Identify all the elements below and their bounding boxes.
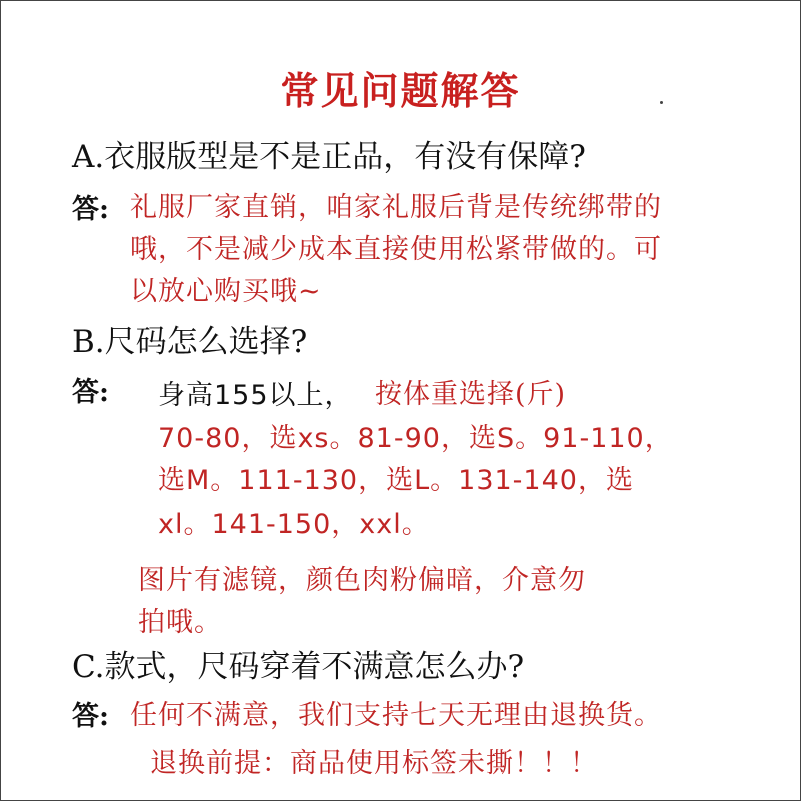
answer-a-line-3: 以放心购买哦~ [130,276,322,307]
question-b: B.尺码怎么选择? [72,324,308,360]
answer-label-c: 答: [72,701,109,732]
answer-a-line-1: 礼服厂家直销，咱家礼服后背是传统绑带的 [130,192,662,223]
question-c: C.款式，尺码穿着不满意怎么办? [72,649,525,685]
question-a: A.衣服版型是不是正品，有没有保障? [72,139,586,175]
size-line-3: xl。141-150，xxl。 [158,509,430,540]
size-intro: 按体重选择(斤) [375,379,567,410]
page-title: 常见问题解答 [280,68,521,113]
filter-note-line-1: 图片有滤镜，颜色肉粉偏暗，介意勿 [138,565,586,596]
height-requirement: 身高155以上， [158,380,353,411]
return-condition: 退换前提：商品使用标签未撕！！！ [150,748,598,779]
answer-label-a: 答: [72,194,109,225]
answer-a-line-2: 哦，不是减少成本直接使用松紧带做的。可 [130,234,662,265]
size-line-1: 70-80，选xs。81-90，选S。91-110， [158,423,673,454]
answer-c-line: 任何不满意，我们支持七天无理由退换货。 [130,700,662,731]
filter-note-line-2: 拍哦。 [138,607,222,638]
answer-label-b: 答: [72,377,109,408]
size-line-2: 选M。111-130，选L。131-140，选 [158,465,634,496]
